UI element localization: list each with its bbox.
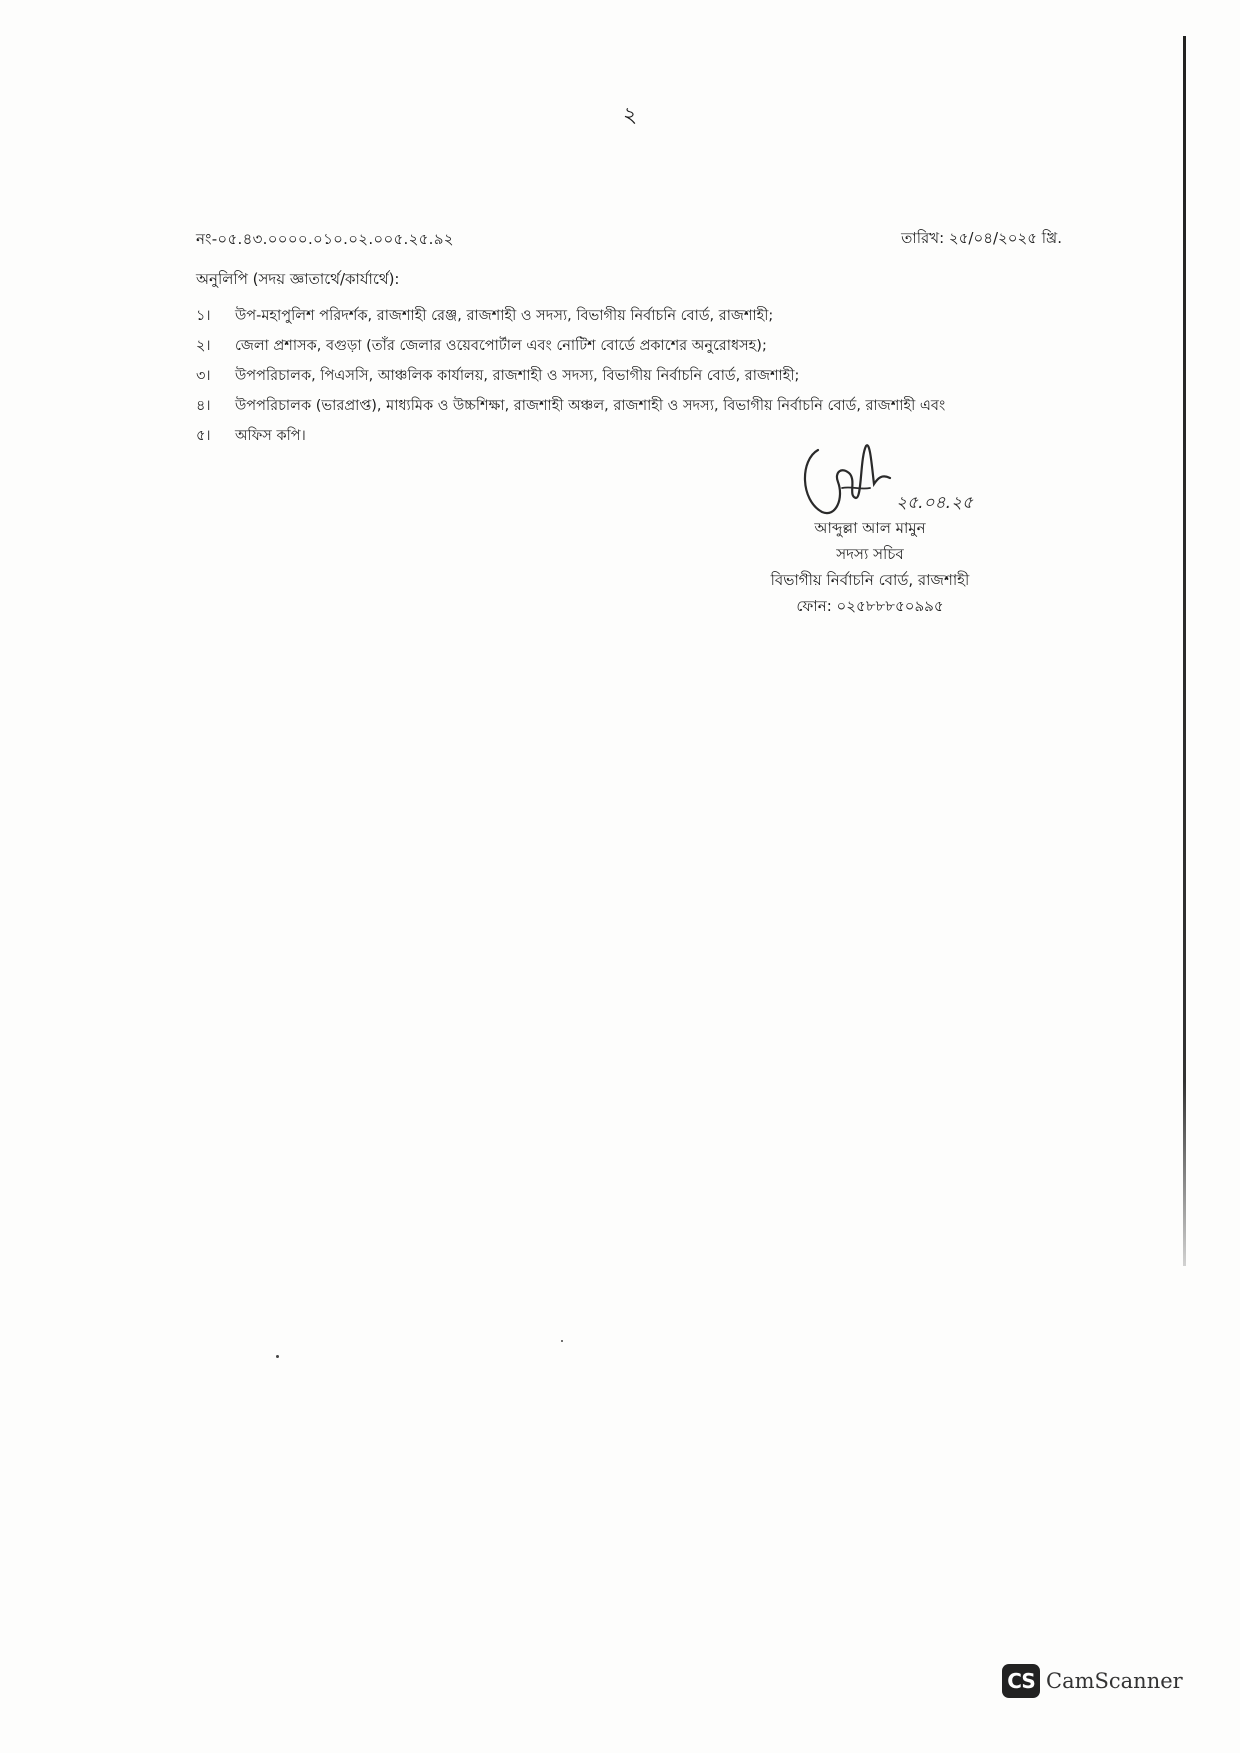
scan-speck xyxy=(276,1355,279,1358)
recipient-number: ১। xyxy=(196,308,211,324)
signature-date: ২৫.০৪.২৫ xyxy=(896,493,974,513)
copy-heading: অনুলিপি (সদয় জ্ঞাতার্থে/কার্যার্থে): xyxy=(196,270,400,288)
camscanner-watermark xyxy=(1002,1663,1183,1699)
recipient-number: ৪। xyxy=(196,398,211,414)
signatory-phone: ফোন: ০২৫৮৮৮৫০৯৯৫ xyxy=(796,597,944,615)
recipient-number: ৫। xyxy=(196,428,211,444)
scan-speck xyxy=(561,1340,563,1342)
memo-number: নং-০৫.৪৩.০০০০.০১০.০২.০০৫.২৫.৯২ xyxy=(196,230,454,248)
camscanner-text: CamScanner xyxy=(1046,1669,1183,1693)
signatory-designation: সদস্য সচিব xyxy=(836,545,904,563)
recipient-text: অফিস কপি। xyxy=(235,428,306,444)
memo-date: তারিখ: ২৫/০৪/২০২৫ খ্রি. xyxy=(901,229,1062,247)
signatory-block xyxy=(740,515,1000,619)
signatory-office: বিভাগীয় নির্বাচনি বোর্ড, রাজশাহী xyxy=(770,571,970,589)
recipient-text: জেলা প্রশাসক, বগুড়া (তাঁর জেলার ওয়েবপোর্টাল এবং নোটিশ বোর্ডে প্রকাশের অনুরোধসহ); xyxy=(235,338,767,354)
recipient-list xyxy=(196,305,1076,455)
recipient-item xyxy=(196,395,1076,425)
signatory-name: আব্দুল্লা আল মামুন xyxy=(814,519,926,537)
camscanner-logo-icon: CS xyxy=(1002,1664,1040,1698)
recipient-item xyxy=(196,365,1076,395)
recipient-text: উপপরিচালক (ভারপ্রাপ্ত), মাধ্যমিক ও উচ্চশিক্ষা, রাজশাহী অঞ্চল, রাজশাহী ও সদস্য, বিভাগীয় নির্বাচনি বোর্ড, রাজশাহী এবং xyxy=(235,398,946,414)
page-number: ২ xyxy=(622,103,638,128)
recipient-item xyxy=(196,305,1076,335)
recipient-number: ৩। xyxy=(196,368,211,384)
recipient-text: উপপরিচালক, পিএসসি, আঞ্চলিক কার্যালয়, রাজশাহী ও সদস্য, বিভাগীয় নির্বাচনি বোর্ড, রাজশাহী; xyxy=(235,368,800,384)
scan-edge-line xyxy=(1183,36,1186,1266)
recipient-text: উপ-মহাপুলিশ পরিদর্শক, রাজশাহী রেঞ্জ, রাজশাহী ও সদস্য, বিভাগীয় নির্বাচনি বোর্ড, রাজশাহী; xyxy=(235,308,774,324)
recipient-item xyxy=(196,335,1076,365)
recipient-number: ২। xyxy=(196,338,211,354)
